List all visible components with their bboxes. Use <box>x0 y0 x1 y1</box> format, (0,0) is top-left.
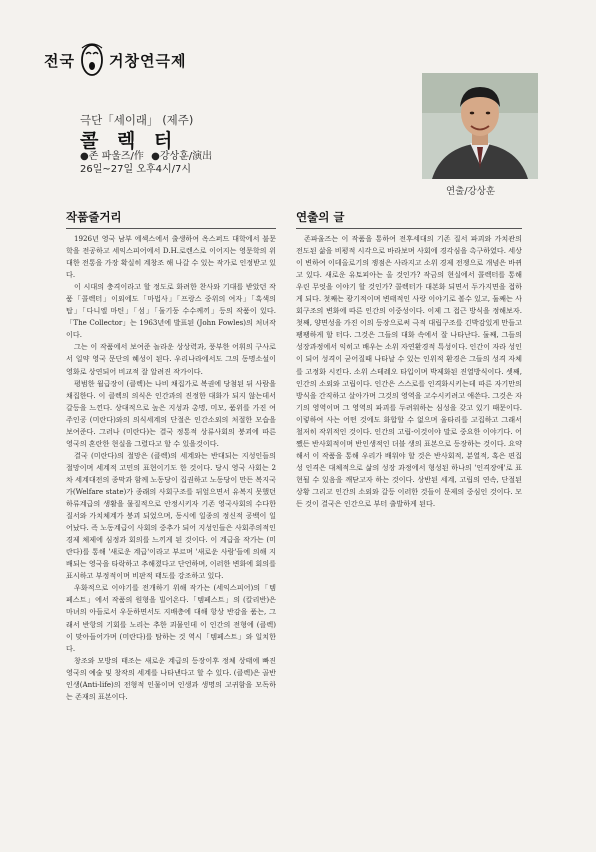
synopsis-body <box>66 233 276 703</box>
theatre-company: 극단「세이래」 (제주) <box>80 113 194 127</box>
synopsis-paragraph: 우화적으로 이야기를 전개하기 위해 작가는 (세익스피어)의「템페스트」에서 작품의 원형을 빌어온다.「템페스트」의 (칼리반)은 마녀의 아들로서 우둔하면서도 지배층에 대해 항상 반감을 품는, 그래서 반항의 기회를 노리는 추한 괴물인데 이 인간의 전형에 (클렉)이 맞아들어가며 (미란다)를 탐하는 것 역시「템페스트」와 일치한다. <box>66 583 276 653</box>
director-note-paragraph: 존파울즈는 이 작품을 통하여 전후세대의 기존 질서 파괴와 가치관의 전도된 삶을 비평적 시각으로 바라보며 사회에 경각심을 촉구하였다. 세상이 변하여 이데올로기의 쟁점은 사라지고 소위 경제 전쟁으로 개념은 바뀌고 있다. 새로운 유토피아는 올 것인가? 작금의 현실에서 콜렉터를 통해 우린 무엇을 이야기 할 것인가? 콜렉터가 대본화 되면서 두가지면을 접하게 되다. 첫째는 광기적이며 변태적인 사랑 이야기로 볼수 있고, 둘째는 사회구조의 변화에 따른 인간의 이중성이다. 이제 그 접근 방식을 정해보자. 첫째, 양면성을 가진 이의 등장으로써 극적 대립구조를 긴박감있게 만들고 팽팽하게 할 터다. 그것은 그들의 대화 속에서 잘 나타난다. 둘째, 그들의 성장과정에서 익히고 배우는 소위 자연환경적 특성이다. 인간이 자라 성인이 되어 성격이 굳어질때 나타날 수 있는 인위적 환경은 그들의 성격 자체를 고정화 시킨다. 소위 스테레오 타입이며 박제화된 진열방식이다. 셋째, 인간의 소외와 고립이다. 인간은 스스로를 인격화시키는데 따른 자기만의 방식을 간직하고 살아가며 그것의 영역을 고수시키려고 애쓴다. 그것은 자기의 영역이며 그 영역의 파괴를 두려워하는 심성을 갖고 있기 때문이다. 이렇하여 사는 어떤 것에도 화합할 수 없으며 울타리를 고집하고 그래서 철저히 작위적인 것이다. 인간의 고립-이것이야 말로 중요한 이야기다. 어쨌든 반사회적이며 반인생적인 더블 생의 표본으로 등장하는 것이다. 요약해서 이 작품을 통해 우리가 배워야 할 것은 반사회적, 분열적, 혹은 편집성 인격은 대체적으로 삶의 성장 과정에서 형성된 하나의 '인격장애'로 표현될 수 있음을 깨닫고자 하는 것이다. 상반된 세계, 고립의 연속, 단절된 상황 그리고 인간의 소외와 갈등 이러한 것들이 문제의 중심인 것이다. 모든 것이 결국은 인간으로 부터 출발하게 된다. <box>296 234 522 509</box>
director-portrait <box>422 73 538 179</box>
festival-logo-part1: 전국 <box>44 51 75 70</box>
festival-logo <box>44 40 186 80</box>
director-note-heading: 연출의 글 <box>296 209 522 229</box>
festival-logo-part2: 거창연극제 <box>108 51 187 70</box>
synopsis-paragraph: 그는 이 작품에서 보여준 놀라운 상상력과, 풍부한 어휘의 구사로서 일약 영국 문단의 혜성이 된다. 우리나라에서도 그의 동명소설이 영화로 상연되어 비교적 잘 알려진 작가이다. <box>66 342 276 376</box>
portrait-caption: 연출/강상훈 <box>446 186 496 197</box>
synopsis-heading: 작품줄거리 <box>66 209 276 229</box>
synopsis-paragraph: 결국 (미란다)의 절망은 (클렉)의 세계와는 반대되는 지성인들의 절망이며 세계적 고민의 표현이기도 한 것이다. 당시 영국 사회는 2차 세계대전의 종막과 함께 노동당이 집권하고 노동당이 만든 복지국가(Welfare state)가 종래의 사회구조를 뒤엎으면서 유복지 못했던 하류계급의 생활을 물질적으로 안정시키자 기존 영국사회의 수다한 질서와 가치체계가 붕괴 되었으며, 동시에 일종의 정신적 공백이 일어났다. 즉 노동계급이 사회의 중추가 되어 지성인들은 사회주의적인 경제 체제에 심정과 회의를 느끼게 된 것이다. 이 계급을 작가는 (미란다)를 통해 '새로운 계급'이라고 부르며 '새로운 사람'들에 의해 지배되는 영국을 타락하고 추해졌다고 단언하며, 이러한 변화에 회의를 표시하고 부정적이며 비판적 태도를 강조하고 있다. <box>66 450 276 581</box>
portrait-photo <box>422 73 538 179</box>
synopsis-paragraph: 창조와 모방의 태조는 새로운 계급의 등장이후 정체 상태에 빠진 영국의 예술 및 창작의 세계를 나타낸다고 할 수 있다. (클렉)은 골반인생(Anti-life)의 전형적 인물이며 인생과 생명의 고귀함을 모독하는 존재의 표본이다. <box>66 655 276 701</box>
performance-dates: 26일~27일 오후4시/7시 <box>80 164 192 175</box>
play-title: 콜 렉 터 <box>80 130 179 152</box>
synopsis-paragraph: 이 시대의 충격이라고 할 정도로 화려한 찬사와 기대를 받았던 작품「콜렉터」이외에도「마법사」「프랑스 중위의 여자」「흑색의 탑」「다니엘 마틴」「섬」「둘기둥 수수께끼」등의 작품이 있다.「The Collector」는 1963년에 발표된 (John Fowles)의 처녀작이다. <box>66 282 276 340</box>
synopsis-paragraph: 평범한 월급장이 (클렉)는 나비 채집가로 복권에 당첨된 뒤 사람을 채집한다. 이 클렉의 의식은 인간과의 진정한 대화가 되지 않는데서 갈등을 느낀다. 상대적으로 높은 지성과 총명, 미모, 품위를 가진 여주인공 (미란다)와의 의식세계의 단절은 인간소외의 처절한 모습을 보여준다. 그러나 (미란다)는 결국 정통적 상류사회의 붕괴에 따른 영국의 혼란한 현실을 그렸다고 할 수 있을것이다. <box>66 378 276 448</box>
director-note-section <box>296 209 522 510</box>
director-credit: ●강상훈/演出 <box>151 151 213 162</box>
mask-icon <box>78 42 106 78</box>
director-note-body <box>296 233 522 510</box>
author-credit: ●존 파울즈/作 <box>80 151 144 162</box>
synopsis-section <box>66 209 276 703</box>
synopsis-paragraph: 1926년 영국 남부 에섹스에서 출생하여 옥스퍼드 대학에서 불문학을 전공하고 세익스피어에서 D.H.로렌스로 이어지는 영문학의 위대한 전통을 가장 확실히 계창조 해 나갈 수 있는 작가로 인정받고 있다. <box>66 234 276 280</box>
